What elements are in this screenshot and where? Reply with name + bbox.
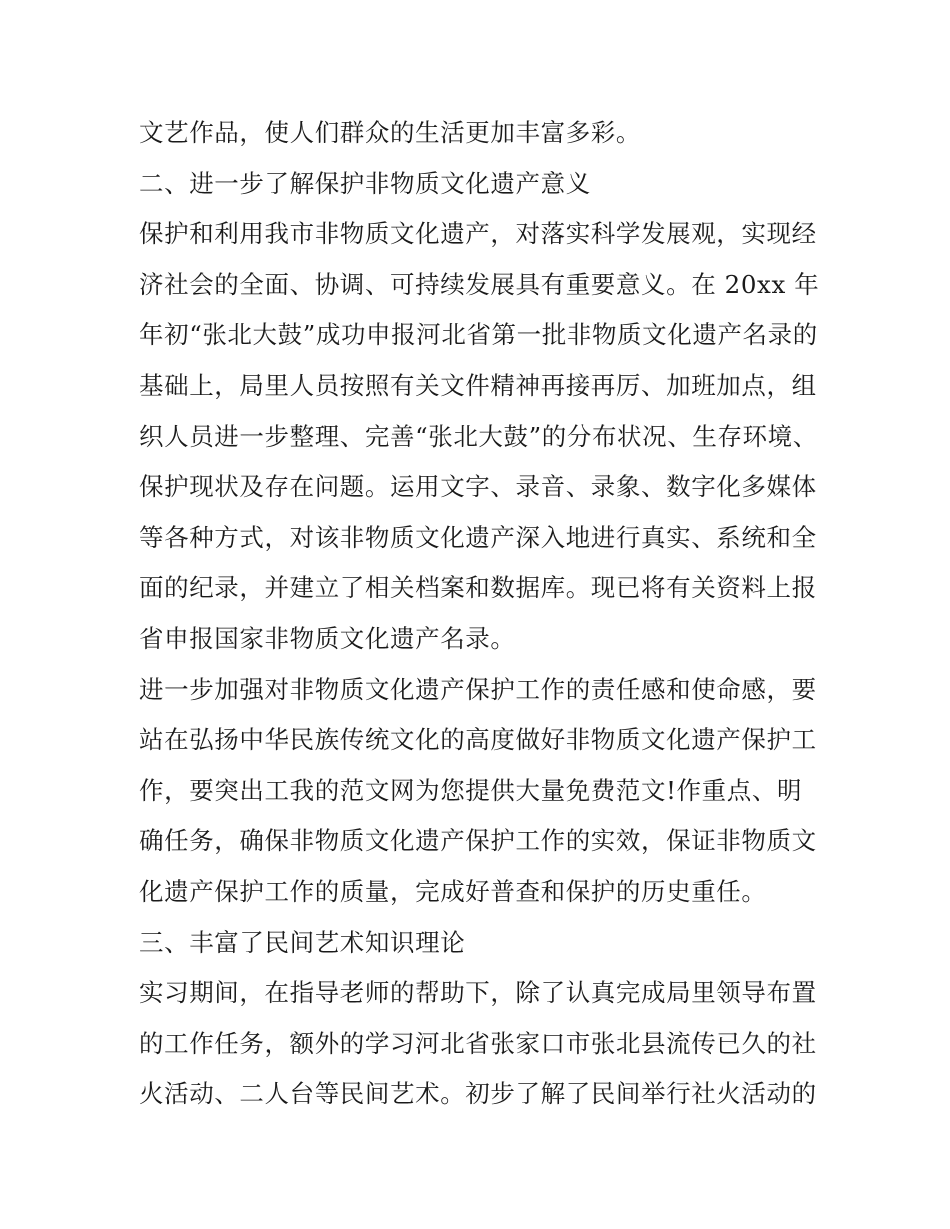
text-line: 等各种方式，对该非物质文化遗产深入地进行真实、系统和全 (139, 522, 817, 552)
text-line: 年初“张北大鼓”成功申报河北省第一批非物质文化遗产名录的 (139, 320, 818, 350)
text-line: 保护和利用我市非物质文化遗产，对落实科学发展观，实现经 (139, 219, 817, 249)
text-line: 文艺作品，使人们群众的生活更加丰富多彩。 (139, 118, 641, 147)
text-line: 作，要突出工我的范文网为您提供大量免费范文!作重点、明 (139, 775, 803, 805)
text-line: 基础上，局里人员按照有关文件精神再接再厉、加班加点，组 (139, 370, 817, 400)
text-line: 的工作任务，额外的学习河北省张家口市张北县流传已久的社 (139, 1028, 817, 1058)
document-body (139, 108, 820, 1120)
text-line: 织人员进一步整理、完善“张北大鼓”的分布状况、生存环境、 (139, 421, 818, 451)
text-line: 化遗产保护工作的质量，完成好普查和保护的历史重任。 (139, 876, 767, 906)
text-line: 确任务，确保非物质文化遗产保护工作的实效，保证非物质文 (139, 826, 817, 856)
text-line: 火活动、二人台等民间艺术。初步了解了民间举行社火活动的 (139, 1079, 817, 1109)
text-line: 面的纪录，并建立了相关档案和数据库。现已将有关资料上报 (139, 573, 817, 603)
text-line: 站在弘扬中华民族传统文化的高度做好非物质文化遗产保护工 (139, 725, 817, 755)
text-line: 省申报国家非物质文化遗产名录。 (139, 623, 516, 653)
section-heading: 三、丰富了民间艺术知识理论 (139, 927, 466, 957)
text-line: 进一步加强对非物质文化遗产保护工作的责任感和使命感，要 (139, 674, 817, 704)
text-line: 实习期间，在指导老师的帮助下，除了认真完成局里领导布置 (139, 978, 817, 1008)
section-heading: 二、进一步了解保护非物质文化遗产意义 (139, 168, 591, 198)
text-line: 保护现状及存在问题。运用文字、录音、录象、数字化多媒体 (139, 472, 817, 502)
text-line: 济社会的全面、协调、可持续发展具有重要意义。在 20xx 年 (139, 269, 820, 299)
